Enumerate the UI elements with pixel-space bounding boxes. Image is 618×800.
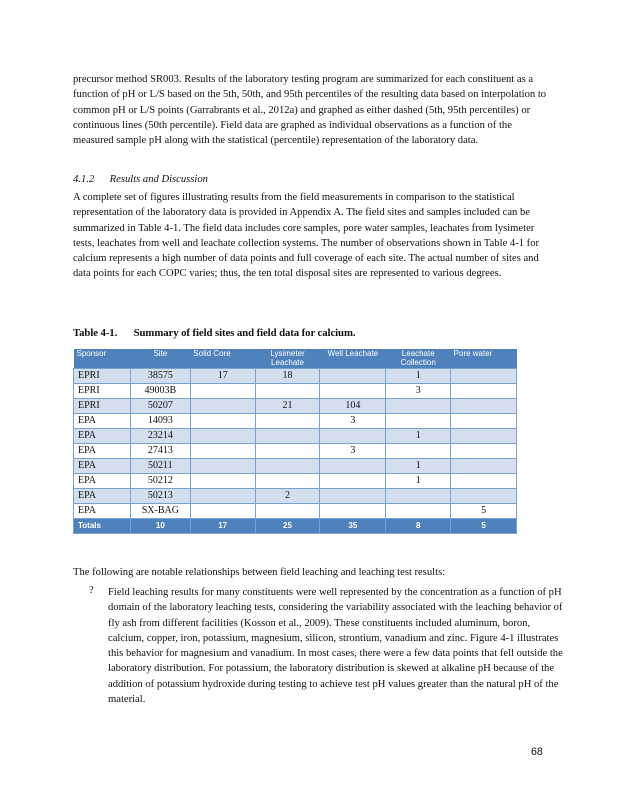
totals-lysimeter: 25 <box>255 519 320 534</box>
cell-sponsor: EPA <box>74 474 131 489</box>
cell-pore-water <box>451 399 517 414</box>
cell-leachate-collection <box>386 489 451 504</box>
cell-pore-water <box>451 489 517 504</box>
cell-pore-water <box>451 369 517 384</box>
table-row <box>74 504 517 519</box>
cell-well: 104 <box>320 399 386 414</box>
cell-site: 27413 <box>130 444 190 459</box>
cell-pore-water <box>451 459 517 474</box>
cell-sponsor: EPA <box>74 459 131 474</box>
cell-sponsor: EPA <box>74 444 131 459</box>
cell-solid-core <box>190 489 255 504</box>
intro-paragraph: precursor method SR003. Results of the laboratory testing program are summarized for each constituent as a function of pH or L/S based on the 5th, 50th, and 95th percentiles of the resulting data based on interpolation to common pH or L/S points (Garrabrants et al., 2012a) and graphed as either dashed (5th, 95th percentiles) or continuous lines (50th percentile). Field data are graphed as individual observations as a function of the measured sample pH along with the statistical (percentile) representation of the laboratory data. <box>73 74 547 147</box>
table-row <box>74 444 517 459</box>
cell-site: SX‑BAG <box>130 504 190 519</box>
cell-solid-core <box>190 384 255 399</box>
cell-solid-core <box>190 429 255 444</box>
cell-site: 49003B <box>130 384 190 399</box>
cell-lysimeter: 18 <box>255 369 320 384</box>
cell-well <box>320 489 386 504</box>
totals-well: 35 <box>320 519 386 534</box>
relationships-intro: The following are notable relationships between field leaching and leaching test results: <box>73 567 446 578</box>
cell-site: 14093 <box>130 414 190 429</box>
header-pore-water: Pore water <box>451 349 517 369</box>
totals-label: Totals <box>74 519 131 534</box>
cell-well <box>320 474 386 489</box>
totals-site: 10 <box>130 519 190 534</box>
totals-solid-core: 17 <box>190 519 255 534</box>
table-row <box>74 429 517 444</box>
table-row <box>74 489 517 504</box>
cell-leachate-collection <box>386 444 451 459</box>
cell-pore-water <box>451 444 517 459</box>
cell-pore-water <box>451 414 517 429</box>
header-sponsor: Sponsor <box>74 349 131 369</box>
cell-lysimeter <box>255 429 320 444</box>
header-well-leachate: Well Leachate <box>320 349 386 369</box>
cell-sponsor: EPRI <box>74 384 131 399</box>
table-header-row <box>74 349 517 369</box>
cell-site: 50212 <box>130 474 190 489</box>
cell-well <box>320 504 386 519</box>
cell-well: 3 <box>320 414 386 429</box>
cell-leachate-collection: 3 <box>386 384 451 399</box>
table-row <box>74 459 517 474</box>
cell-solid-core <box>190 444 255 459</box>
cell-site: 50211 <box>130 459 190 474</box>
totals-pore-water: 5 <box>451 519 517 534</box>
cell-sponsor: EPRI <box>74 369 131 384</box>
section-number: 4.1.2 <box>73 174 95 185</box>
cell-pore-water <box>451 384 517 399</box>
cell-leachate-collection: 1 <box>386 459 451 474</box>
cell-solid-core: 17 <box>190 369 255 384</box>
cell-site: 50213 <box>130 489 190 504</box>
table-row <box>74 384 517 399</box>
cell-solid-core <box>190 414 255 429</box>
discussion-paragraph: A complete set of figures illustrating results from the field measurements in comparison to the statistical representation of the laboratory data is provided in Appendix A. The field sites and samples included can be summarized in Table 4‑1. The field data includes core samples, pore water samples, leachates from lysimeter tests, leachates from well and leachate collection systems. The number of observations shown in Table 4‑1 for calcium represents a high number of data points and full coverage of each site. The actual number of sites and data points for each COPC varies; thus, the ten total disposal sites are represented to various degrees. <box>73 192 540 280</box>
cell-pore-water <box>451 429 517 444</box>
cell-pore-water <box>451 474 517 489</box>
table-totals-row <box>74 519 517 534</box>
table-row <box>74 369 517 384</box>
table-row <box>74 474 517 489</box>
cell-well <box>320 384 386 399</box>
table-caption-label: Table 4‑1. <box>73 327 118 339</box>
section-title: Results and Discussion <box>109 174 208 185</box>
cell-solid-core <box>190 399 255 414</box>
cell-well <box>320 429 386 444</box>
cell-leachate-collection: 1 <box>386 429 451 444</box>
cell-sponsor: EPA <box>74 504 131 519</box>
cell-lysimeter <box>255 444 320 459</box>
cell-sponsor: EPA <box>74 489 131 504</box>
cell-pore-water: 5 <box>451 504 517 519</box>
field-sites-table <box>73 349 517 534</box>
cell-well: 3 <box>320 444 386 459</box>
cell-lysimeter <box>255 384 320 399</box>
cell-sponsor: EPRI <box>74 399 131 414</box>
table-caption <box>73 327 355 339</box>
cell-leachate-collection <box>386 414 451 429</box>
header-leachate-collection: Leachate Collection <box>386 349 451 369</box>
cell-lysimeter: 2 <box>255 489 320 504</box>
cell-solid-core <box>190 504 255 519</box>
header-lysimeter-leachate: Lysimeter Leachate <box>255 349 320 369</box>
table-row <box>74 399 517 414</box>
table-row <box>74 414 517 429</box>
table-caption-text: Summary of field sites and field data for calcium. <box>133 327 356 339</box>
cell-sponsor: EPA <box>74 414 131 429</box>
header-solid-core: Solid Core <box>190 349 255 369</box>
bullet-icon: ? <box>89 585 94 596</box>
cell-sponsor: EPA <box>74 429 131 444</box>
bullet-paragraph: Field leaching results for many constituents were well represented by the concentration as a function of pH domain of the laboratory leaching tests, considering the variability associated with the leaching behavior of fly ash from different facilities (Kosson et al., 2009). These constituents included aluminum, boron, calcium, copper, iron, potassium, magnesium, silicon, strontium, vanadium and zinc. Figure 4‑1 illustrates this behavior for magnesium and vanadium. In most cases, there were a few data points that fell outside the laboratory distribution. For potassium, the laboratory distribution is skewed at alkaline pH because of the addition of potassium hydroxide during testing to achieve test pH values greater than the natural pH of the material. <box>108 587 563 706</box>
cell-solid-core <box>190 474 255 489</box>
cell-leachate-collection <box>386 399 451 414</box>
cell-leachate-collection <box>386 504 451 519</box>
header-site: Site <box>130 349 190 369</box>
cell-site: 23214 <box>130 429 190 444</box>
cell-leachate-collection: 1 <box>386 369 451 384</box>
cell-lysimeter <box>255 474 320 489</box>
cell-lysimeter <box>255 459 320 474</box>
totals-leachate-collection: 8 <box>386 519 451 534</box>
cell-site: 50207 <box>130 399 190 414</box>
section-heading <box>73 174 208 185</box>
cell-lysimeter: 21 <box>255 399 320 414</box>
cell-lysimeter <box>255 504 320 519</box>
cell-well <box>320 369 386 384</box>
page-number: 68 <box>531 746 543 758</box>
cell-well <box>320 459 386 474</box>
cell-leachate-collection: 1 <box>386 474 451 489</box>
cell-site: 38575 <box>130 369 190 384</box>
cell-lysimeter <box>255 414 320 429</box>
cell-solid-core <box>190 459 255 474</box>
